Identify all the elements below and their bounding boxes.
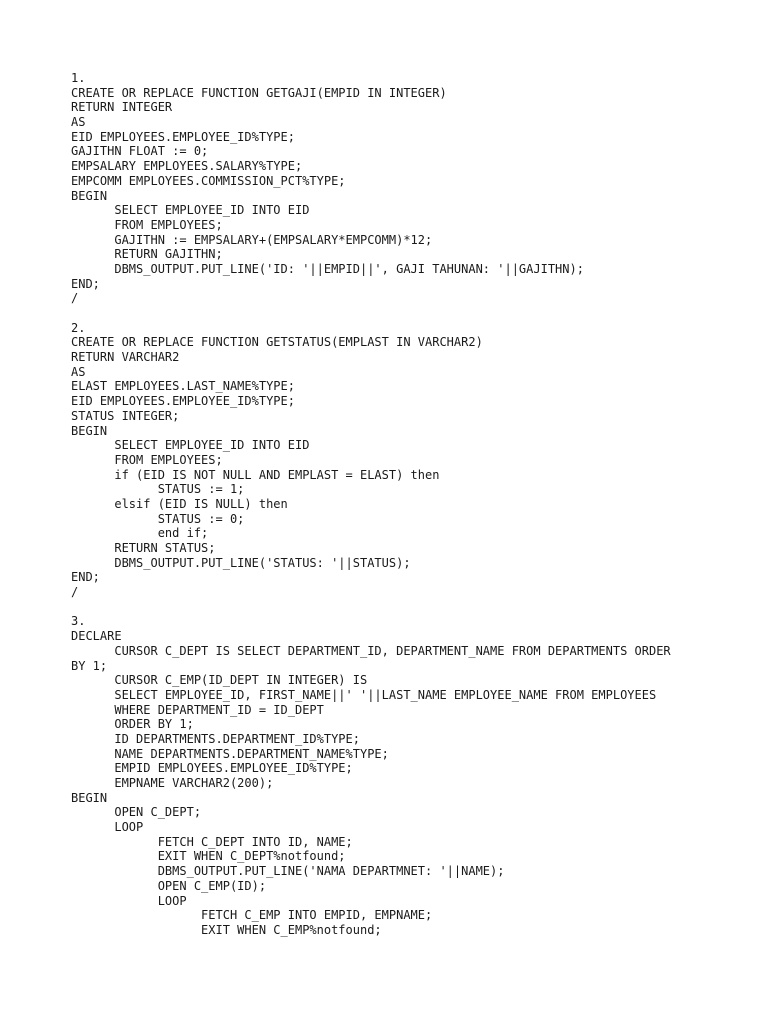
code-line: BEGIN — [71, 790, 108, 805]
code-line: CREATE OR REPLACE FUNCTION GETSTATUS(EMPLAST IN VARCHAR2) — [71, 335, 483, 350]
code-line: OPEN C_DEPT; — [71, 805, 202, 820]
code-line: RETURN VARCHAR2 — [71, 350, 180, 365]
code-line: DECLARE — [71, 629, 122, 644]
code-line: DBMS_OUTPUT.PUT_LINE('STATUS: '||STATUS); — [71, 555, 411, 570]
code-line: EXIT WHEN C_DEPT%notfound; — [71, 849, 346, 864]
code-line: FETCH C_EMP INTO EMPID, EMPNAME; — [71, 908, 433, 923]
code-line: CURSOR C_DEPT IS SELECT DEPARTMENT_ID, DEPARTMENT_NAME FROM DEPARTMENTS ORDER — [71, 643, 671, 658]
code-line: 3. — [71, 614, 86, 629]
code-line: BY 1; — [71, 658, 108, 673]
code-line: ELAST EMPLOYEES.LAST_NAME%TYPE; — [71, 379, 295, 394]
code-line: EXIT WHEN C_EMP%notfound; — [71, 922, 382, 937]
code-line: RETURN GAJITHN; — [71, 247, 223, 262]
code-line: 2. — [71, 320, 86, 335]
code-line — [71, 600, 671, 615]
code-line: SELECT EMPLOYEE_ID, FIRST_NAME||' '||LAST_NAME EMPLOYEE_NAME FROM EMPLOYEES — [71, 687, 657, 702]
code-line: BEGIN — [71, 188, 108, 203]
code-line: GAJITHN FLOAT := 0; — [71, 144, 209, 159]
code-line: WHERE DEPARTMENT_ID = ID_DEPT — [71, 702, 324, 717]
code-line: CREATE OR REPLACE FUNCTION GETGAJI(EMPID IN INTEGER) — [71, 85, 447, 100]
code-line: ORDER BY 1; — [71, 717, 194, 732]
code-line: RETURN STATUS; — [71, 541, 216, 555]
code-line: 1. — [71, 71, 86, 85]
code-line: END; — [71, 570, 100, 585]
code-line: EID EMPLOYEES.EMPLOYEE_ID%TYPE; — [71, 394, 295, 409]
code-line: DBMS_OUTPUT.PUT_LINE('NAMA DEPARTMNET: '||NAME); — [71, 864, 505, 879]
code-line: BEGIN — [71, 423, 108, 438]
code-line: elsif (EID IS NULL) then — [71, 496, 288, 511]
code-line: EMPID EMPLOYEES.EMPLOYEE_ID%TYPE; — [71, 761, 353, 776]
code-line: STATUS := 1; — [71, 482, 245, 497]
code-line: NAME DEPARTMENTS.DEPARTMENT_NAME%TYPE; — [71, 746, 389, 761]
code-line: LOOP — [71, 893, 187, 908]
code-line: SELECT EMPLOYEE_ID INTO EID — [71, 438, 310, 453]
code-line: EMPSALARY EMPLOYEES.SALARY%TYPE; — [71, 159, 303, 174]
code-line: FROM EMPLOYEES; — [71, 217, 223, 232]
code-line: STATUS INTEGER; — [71, 408, 180, 423]
code-line: CURSOR C_EMP(ID_DEPT IN INTEGER) IS — [71, 673, 368, 688]
code-line: GAJITHN := EMPSALARY+(EMPSALARY*EMPCOMM)*12; — [71, 232, 433, 247]
code-line: SELECT EMPLOYEE_ID INTO EID — [71, 203, 310, 218]
code-line: / — [71, 291, 79, 306]
code-line: DBMS_OUTPUT.PUT_LINE('ID: '||EMPID||', GAJI TAHUNAN: '||GAJITHN); — [71, 261, 584, 276]
code-line: STATUS := 0; — [71, 511, 245, 526]
code-line: AS — [71, 115, 86, 130]
code-line — [71, 306, 671, 321]
code-line: LOOP — [71, 820, 144, 835]
code-line: / — [71, 585, 79, 600]
code-line: EMPCOMM EMPLOYEES.COMMISSION_PCT%TYPE; — [71, 173, 346, 188]
code-line: FETCH C_DEPT INTO ID, NAME; — [71, 834, 353, 849]
code-line: FROM EMPLOYEES; — [71, 452, 223, 467]
code-line: if (EID IS NOT NULL AND EMPLAST = ELAST) then — [71, 467, 440, 482]
code-line: end if; — [71, 526, 209, 541]
code-listing — [71, 71, 671, 938]
code-line: AS — [71, 364, 86, 379]
code-line: END; — [71, 276, 100, 291]
code-line: ID DEPARTMENTS.DEPARTMENT_ID%TYPE; — [71, 731, 360, 746]
code-line: EMPNAME VARCHAR2(200); — [71, 776, 274, 790]
code-line: OPEN C_EMP(ID); — [71, 878, 267, 893]
code-line: EID EMPLOYEES.EMPLOYEE_ID%TYPE; — [71, 129, 295, 144]
code-line: RETURN INTEGER — [71, 100, 173, 115]
